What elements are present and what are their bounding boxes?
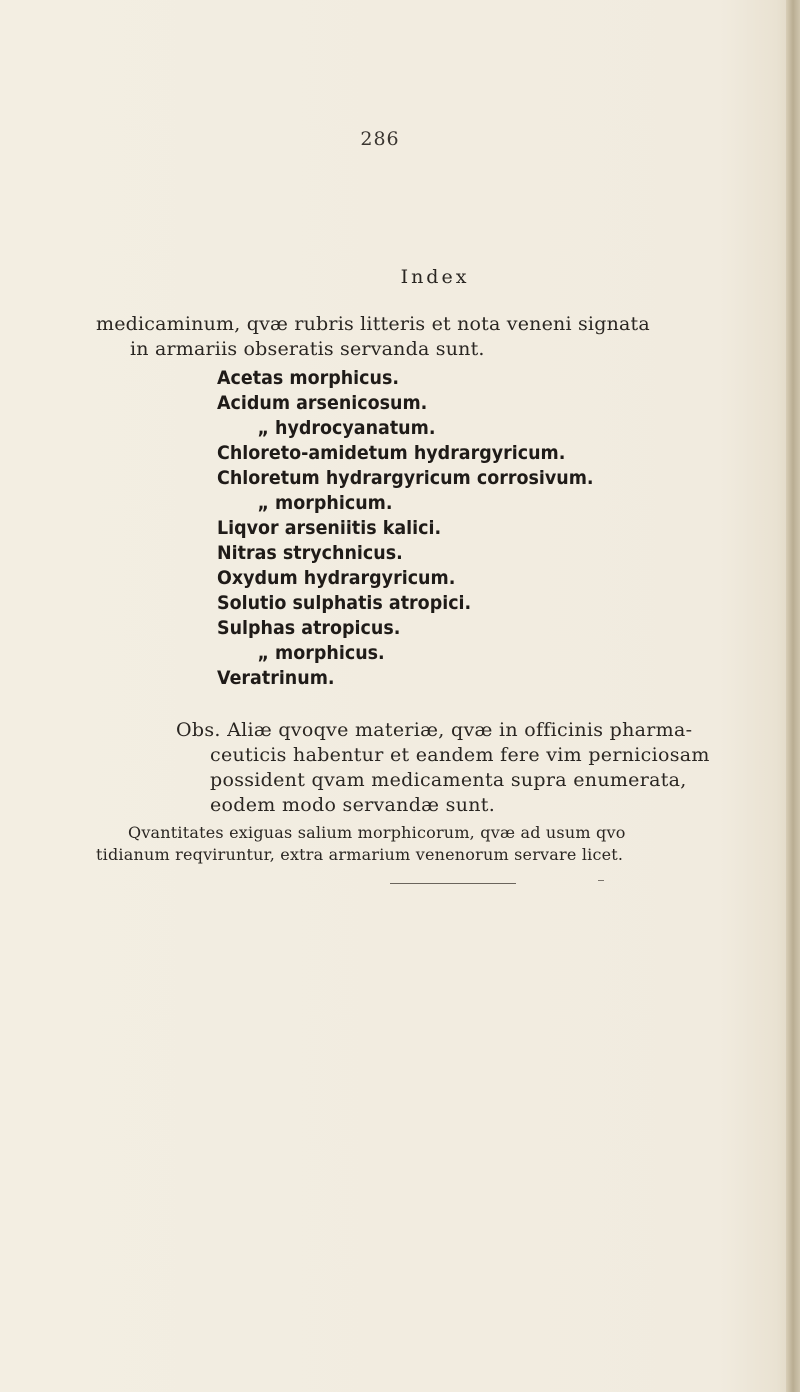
divider-rule <box>390 883 516 884</box>
poison-list <box>217 366 737 691</box>
list-item: Chloretum hydrargyricum corrosivum. <box>217 467 594 489</box>
obs-line: eodem modo servandæ sunt. <box>210 794 496 816</box>
intro-line: medicaminum, qvæ rubris litteris et nota veneni signata <box>96 313 650 335</box>
list-item: Veratrinum. <box>217 667 335 689</box>
list-item: Nitras strychnicus. <box>217 542 403 564</box>
divider-mark <box>598 880 604 881</box>
note-line: tidianum reqviruntur, extra armarium venenorum servare licet. <box>96 845 624 864</box>
page-number: 286 <box>360 128 400 150</box>
list-item: Acetas morphicus. <box>217 367 400 389</box>
list-item: Oxydum hydrargyricum. <box>217 567 456 589</box>
footnote-paragraph <box>96 822 756 866</box>
list-item: Solutio sulphatis atropici. <box>217 592 472 614</box>
obs-line: Obs. Aliæ qvoqve materiæ, qvæ in officinis pharma- <box>176 719 693 741</box>
intro-paragraph <box>96 312 736 362</box>
page-heading: Index <box>400 266 470 288</box>
obs-line: possident qvam medicamenta supra enumerata, <box>210 769 687 791</box>
observation-paragraph <box>176 718 730 818</box>
list-item: Chloreto-amidetum hydrargyricum. <box>217 442 566 464</box>
list-item: Liqvor arseniitis kalici. <box>217 517 442 539</box>
obs-line: ceuticis habentur et eandem fere vim perniciosam <box>210 744 710 766</box>
list-item: „ hydrocyanatum. <box>257 417 436 439</box>
list-item: Sulphas atropicus. <box>217 617 401 639</box>
list-item: Acidum arsenicosum. <box>217 392 428 414</box>
list-item: „ morphicus. <box>257 642 385 664</box>
note-line: Qvantitates exiguas salium morphicorum, qvæ ad usum qvo <box>128 823 626 842</box>
intro-line: in armariis obseratis servanda sunt. <box>130 338 485 360</box>
page-edge <box>786 0 800 1392</box>
list-item: „ morphicum. <box>257 492 393 514</box>
